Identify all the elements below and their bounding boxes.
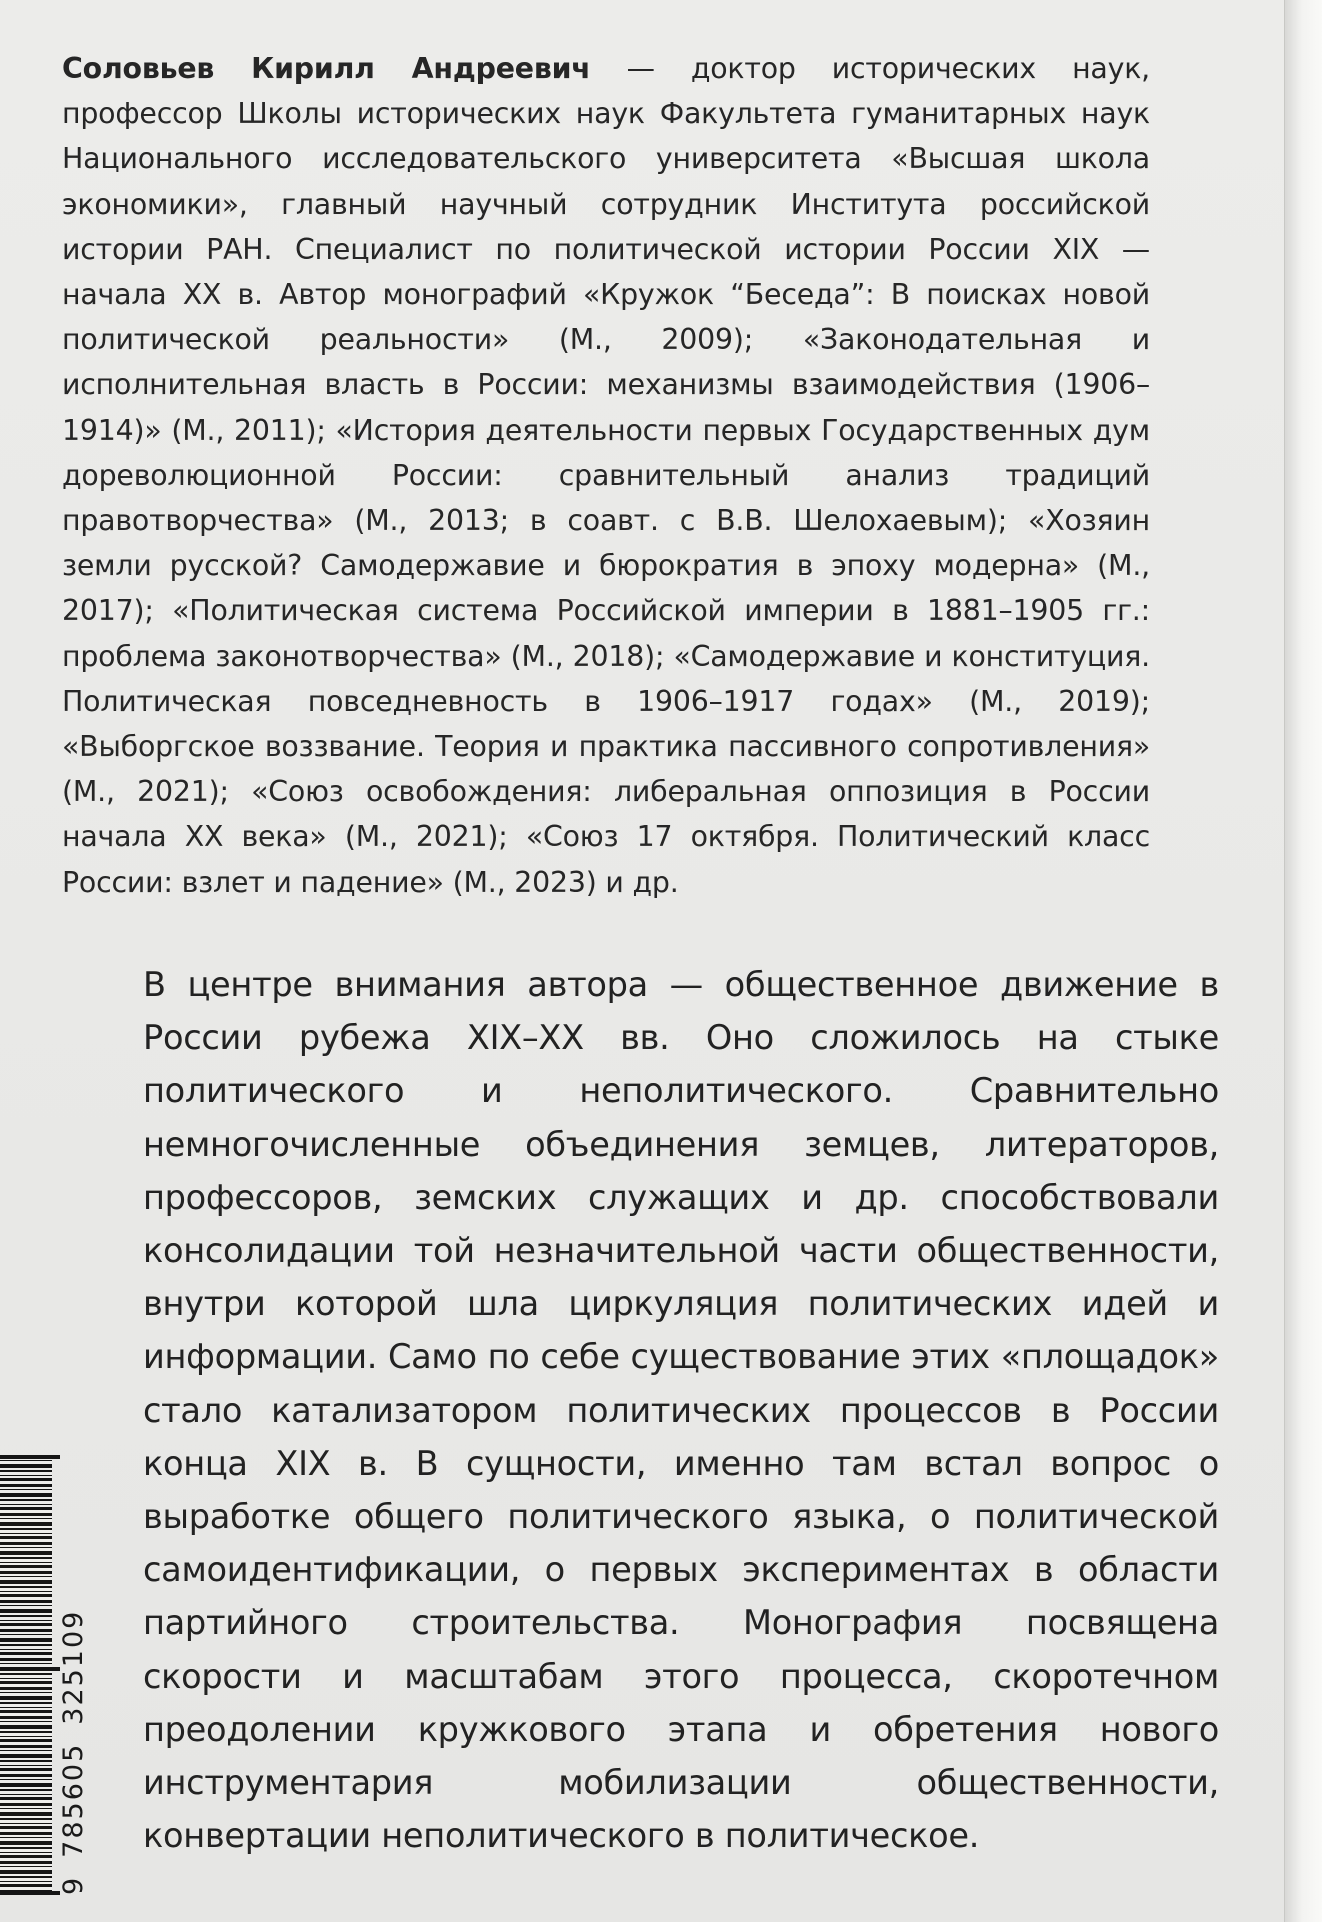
barcode-guard-top [0,1455,60,1459]
cover-edge [1284,0,1322,1922]
barcode-guard-middle [0,1667,60,1671]
barcode-digit-group-2: 325109 [58,1609,89,1725]
barcode-digits [54,1455,94,1895]
barcode-digit-first: 9 [58,1875,89,1895]
isbn-barcode [0,1455,100,1895]
barcode-digit-group-1: 785605 [58,1742,89,1858]
author-name: Соловьев Кирилл Андреевич [62,52,591,85]
book-annotation: В центре внимания автора — общественное движение в России рубежа XIX–XX вв. Оно сложилось на стыке политического и неполитического. Сравнительно немногочисленные объединения земцев, литераторов, профессоров, земских служащих и др. способствовали консолидации той незначительной части общественности, внутри которой шла циркуляция политических идей и информации. Само по себе существование этих «площадок» стало катализатором политических процессов в России конца XIX в. В сущности, именно там встал вопрос о выработке общего политического языка, о политической самоидентификации, о первых экспериментах в области партийного строительства. Монография посвящена скорости и масштабам этого процесса, скоротечном преодолении кружкового этапа и обретения нового инструментария мобилизации общественности, конвертации неполитического в политическое. [143,965,1219,1856]
author-bio [62,46,1150,905]
barcode-bars [0,1455,52,1895]
barcode-guard-bottom [0,1891,60,1895]
author-bio-text: — доктор исторических наук, профессор Школы исторических наук Факультета гуманитарных наук Национального исследовательского университета «Высшая школа экономики», главный научный сотрудник Института российской истории РАН. Специалист по политической истории России XIX — начала XX в. Автор монографий «Кружок “Беседа”: В поисках новой политической реальности» (М., 2009); «Законодательная и исполнительная власть в России: механизмы взаимодействия (1906–1914)» (М., 2011); «История деятельности первых Государственных дум дореволюционной России: сравнительный анализ традиций правотворчества» (М., 2013; в соавт. с В.В. Шелохаевым); «Хозяин земли русской? Самодержавие и бюрократия в эпоху модерна» (М., 2017); «Политическая система Российской империи в 1881–1905 гг.: проблема законотворчества» (М., 2018); «Самодержавие и конституция. Политическая повседневность в 1906–1917 годах» (М., 2019); «Выборгское воззвание. Теория и практика пассивного сопротивления» (М., 2021); «Союз освобождения: либеральная оппозиция в России начала XX века» (М., 2021); «Союз 17 октября. Политический класс России: взлет и падение» (М., 2023) и др. [62,52,1151,899]
